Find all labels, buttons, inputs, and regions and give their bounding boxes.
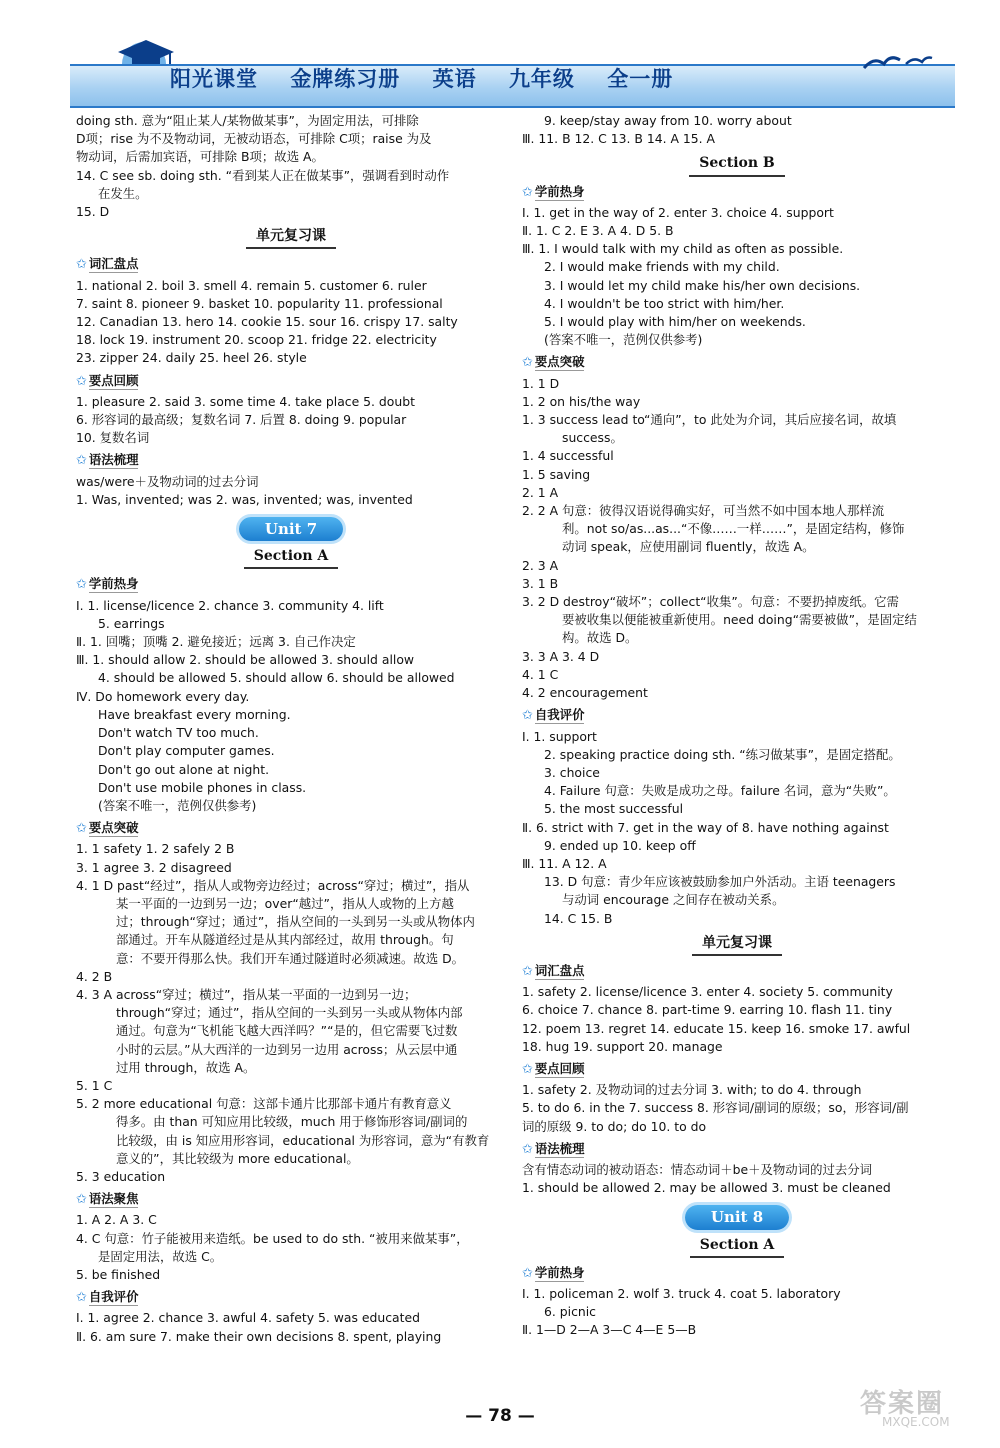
answer-line: 4. 1 C bbox=[522, 666, 559, 682]
subsection-title-text: 语法梳理 bbox=[88, 452, 139, 468]
section-heading-text: 单元复习课 bbox=[246, 227, 336, 249]
answer-line: 过用 through，故选 A。 bbox=[116, 1059, 256, 1075]
answer-line: 2. speaking practice doing sth. “练习做某事”，是固定搭配。 bbox=[544, 746, 901, 762]
subsection-title-text: 要点突破 bbox=[88, 820, 139, 836]
subsection-title-text: 学前热身 bbox=[534, 1264, 585, 1280]
answer-line: Ⅱ. 1—D 2—A 3—C 4—E 5—B bbox=[522, 1322, 697, 1338]
section-heading bbox=[76, 227, 506, 249]
answer-line: 1. A 2. A 3. C bbox=[76, 1212, 157, 1228]
watermark-logo bbox=[860, 1389, 990, 1443]
answer-line: 小时的云层。”从大西洋的一边到另一边用 across；从云层中通 bbox=[116, 1041, 458, 1057]
answer-line: 10. 复数名词 bbox=[76, 430, 150, 446]
star-icon: ✩ bbox=[76, 577, 87, 593]
answer-line: 在发生。 bbox=[98, 185, 148, 201]
answer-line: 4. 2 encouragement bbox=[522, 685, 648, 701]
answer-line: 与动词 encourage 之间存在被动关系。 bbox=[562, 892, 785, 908]
answer-line: 动词 speak，应使用副词 fluently，故选 A。 bbox=[562, 539, 815, 555]
answer-line: 部通过。开车从隧道经过是从其内部经过，故用 through。句 bbox=[116, 932, 454, 948]
star-icon: ✩ bbox=[76, 373, 87, 389]
subsection-title bbox=[76, 451, 506, 470]
section-heading-text: Section B bbox=[689, 154, 785, 176]
star-icon: ✩ bbox=[522, 1141, 533, 1157]
answer-line: 1. 3 success lead to“通向”，to 此处为介词，其后应接名词，故填 bbox=[522, 412, 897, 428]
grade: 九年级 bbox=[508, 66, 575, 91]
answer-line: 得多。由 than 可知应用比较级，much 用于修饰形容词/副词的 bbox=[116, 1114, 468, 1130]
answer-line: 6. 形容词的最高级；复数名词 7. 后置 8. doing 9. popular bbox=[76, 412, 407, 428]
subsection-title-text: 要点回顾 bbox=[534, 1060, 585, 1076]
subsection-title-text: 语法聚焦 bbox=[88, 1191, 139, 1207]
star-icon: ✩ bbox=[76, 257, 87, 273]
answer-line: 1. pleasure 2. said 3. some time 4. take place 5. doubt bbox=[76, 393, 415, 409]
answer-line: 5. earrings bbox=[98, 615, 165, 631]
book-name: 金牌练习册 bbox=[290, 66, 401, 91]
answer-line: 2. I would make friends with my child. bbox=[544, 259, 780, 275]
answer-line: Ⅰ. 1. get in the way of 2. enter 3. choice 4. support bbox=[522, 204, 834, 220]
subsection-title bbox=[522, 353, 952, 372]
answer-line: 9. ended up 10. keep off bbox=[544, 837, 696, 853]
answer-line: Ⅱ. 1. C 2. E 3. A 4. D 5. B bbox=[522, 223, 674, 239]
answer-line: 4. Failure 句意：失败是成功之母。failure 名词，意为“失败”。 bbox=[544, 783, 896, 799]
answer-line: 4. 2 B bbox=[76, 968, 113, 984]
answer-line: Ⅳ. Do homework every day. bbox=[76, 688, 250, 704]
answer-line: 12. poem 13. regret 14. educate 15. keep 16. smoke 17. awful bbox=[522, 1020, 911, 1036]
answer-line: 14. C see sb. doing sth. “看到某人正在做某事”，强调看到时动作 bbox=[76, 167, 450, 183]
subsection-title bbox=[522, 183, 952, 202]
answer-line: 1. Was, invented; was 2. was, invented; was, invented bbox=[76, 491, 413, 507]
answer-line: Ⅰ. 1. policeman 2. wolf 3. truck 4. coat 5. laboratory bbox=[522, 1285, 841, 1301]
answer-line: Ⅲ. 1. I would talk with my child as often as possible. bbox=[522, 241, 844, 257]
answer-line: 1. safety 2. license/licence 3. enter 4. society 5. community bbox=[522, 984, 893, 1000]
subsection-title bbox=[76, 255, 506, 274]
answer-line: 13. D 句意：青少年应该被鼓励参加户外活动。主语 teenagers bbox=[544, 874, 896, 890]
answer-line: success。 bbox=[562, 430, 623, 446]
answer-line: 3. 1 agree 3. 2 disagreed bbox=[76, 859, 232, 875]
series-name: 阳光课堂 bbox=[170, 66, 258, 91]
answer-line: (答案不唯一，范例仅供参考) bbox=[544, 332, 703, 348]
answer-line: 某一平面的一边到另一边；over“越过”，指从人或物的上方越 bbox=[116, 895, 454, 911]
subsection-title-text: 语法梳理 bbox=[534, 1140, 585, 1156]
star-icon: ✩ bbox=[522, 963, 533, 979]
answer-line: Don't go out alone at night. bbox=[98, 761, 270, 777]
answer-line: 5. to do 6. in the 7. success 8. 形容词/副词的原级；so，形容词/副 bbox=[522, 1100, 909, 1116]
answer-line: 1. national 2. boil 3. smell 4. remain 5. customer 6. ruler bbox=[76, 277, 427, 293]
answer-line: 意：不要开得那么快。我们开车通过隧道时必须减速。故选 D。 bbox=[116, 950, 465, 966]
star-icon: ✩ bbox=[522, 1265, 533, 1281]
answer-line: 3. I would let my child make his/her own decisions. bbox=[544, 277, 861, 293]
answer-line: Ⅲ. 11. A 12. A bbox=[522, 855, 607, 871]
section-heading bbox=[522, 154, 952, 176]
answer-line: 18. hug 19. support 20. manage bbox=[522, 1038, 723, 1054]
answer-line: 物动词，后需加宾语，可排除 B项；故选 A。 bbox=[76, 149, 324, 165]
answer-line: through“穿过；通过”，指从空间的一头到另一头或从物体内部 bbox=[116, 1005, 463, 1021]
answer-line: 6. choice 7. chance 8. part-time 9. earring 10. flash 11. tiny bbox=[522, 1002, 893, 1018]
answer-line: 5. I would play with him/her on weekends. bbox=[544, 314, 806, 330]
header-banner bbox=[70, 64, 955, 108]
answer-line: 构。故选 D。 bbox=[562, 630, 638, 646]
star-icon: ✩ bbox=[522, 708, 533, 724]
answer-line: Don't play computer games. bbox=[98, 743, 275, 759]
answer-line: Ⅰ. 1. agree 2. chance 3. awful 4. safety 5. was educated bbox=[76, 1310, 420, 1326]
answer-line: 1. 1 safety 1. 2 safely 2 B bbox=[76, 841, 235, 857]
page-header bbox=[70, 20, 960, 110]
answer-line: 4. C 句意：竹子能被用来造纸。be used to do sth. “被用来做某事”， bbox=[76, 1230, 469, 1246]
left-column bbox=[76, 112, 506, 1346]
star-icon: ✩ bbox=[76, 821, 87, 837]
subject: 英语 bbox=[432, 66, 477, 91]
star-icon: ✩ bbox=[522, 184, 533, 200]
answer-line: 利。not so/as...as...“不像……一样……”，是固定结构，修饰 bbox=[562, 521, 905, 537]
subsection-title-text: 词汇盘点 bbox=[88, 256, 139, 272]
answer-line: 7. saint 8. pioneer 9. basket 10. popularity 11. professional bbox=[76, 295, 443, 311]
answer-line: 4. 1 D past“经过”，指从人或物旁边经过；across“穿过；横过”，指从 bbox=[76, 877, 470, 893]
page-number: — 78 — bbox=[465, 1406, 535, 1426]
answer-line: 4. should be allowed 5. should allow 6. should be allowed bbox=[98, 670, 455, 686]
answer-line: 1. 1 D bbox=[522, 375, 560, 391]
subsection-title-text: 自我评价 bbox=[88, 1289, 139, 1305]
answer-line: 3. 3 A 3. 4 D bbox=[522, 648, 600, 664]
section-heading bbox=[522, 1236, 952, 1258]
subsection-title bbox=[522, 706, 952, 725]
answer-line: 含有情态动词的被动语态：情态动词＋be＋及物动词的过去分词 bbox=[522, 1161, 873, 1177]
answer-line: 要被收集以便能被重新使用。need doing“需要被做”，是固定结 bbox=[562, 612, 917, 628]
subsection-title-text: 要点突破 bbox=[534, 354, 585, 370]
answer-line: 12. Canadian 13. hero 14. cookie 15. sour 16. crispy 17. salty bbox=[76, 314, 458, 330]
unit-badge bbox=[76, 517, 506, 541]
answer-line: 3. 2 D destroy“破坏”；collect“收集”。句意：不要扔掉废纸。它需 bbox=[522, 594, 899, 610]
answer-line: 通过。句意为“飞机能飞越大西洋吗？”“是的，但它需要飞过数 bbox=[116, 1023, 458, 1039]
unit-label: Unit 8 bbox=[685, 1205, 789, 1229]
answer-line: 5. 1 C bbox=[76, 1077, 113, 1093]
answer-line: Ⅲ. 11. B 12. C 13. B 14. A 15. A bbox=[522, 131, 715, 147]
subsection-title-text: 学前热身 bbox=[88, 576, 139, 592]
unit-badge bbox=[522, 1205, 952, 1229]
subsection-title bbox=[522, 1060, 952, 1079]
answer-line: 比较级，由 is 知应用形容词，educational 为形容词，意为“有教育 bbox=[116, 1132, 490, 1148]
answer-line: Ⅰ. 1. license/licence 2. chance 3. community 4. lift bbox=[76, 597, 384, 613]
answer-line: 2. 3 A bbox=[522, 557, 559, 573]
subsection-title bbox=[522, 962, 952, 981]
answer-line: Ⅰ. 1. support bbox=[522, 728, 597, 744]
answer-line: Ⅲ. 1. should allow 2. should be allowed 3. should allow bbox=[76, 652, 415, 668]
subsection-title bbox=[76, 819, 506, 838]
answer-line: Don't watch TV too much. bbox=[98, 725, 259, 741]
subsection-title-text: 学前热身 bbox=[534, 183, 585, 199]
subsection-title-text: 自我评价 bbox=[534, 707, 585, 723]
section-heading bbox=[76, 547, 506, 569]
subsection-title-text: 词汇盘点 bbox=[534, 962, 585, 978]
answer-line: 4. 3 A across“穿过；横过”，指从某一平面的一边到另一边； bbox=[76, 986, 417, 1002]
answer-line: 1. 5 saving bbox=[522, 466, 591, 482]
star-icon: ✩ bbox=[522, 355, 533, 371]
answer-line: 1. 2 on his/the way bbox=[522, 393, 641, 409]
answer-line: Have breakfast every morning. bbox=[98, 706, 291, 722]
subsection-title bbox=[522, 1264, 952, 1283]
watermark-text: 答案圈 bbox=[860, 1389, 945, 1419]
header-title bbox=[170, 66, 697, 91]
answer-line: 5. the most successful bbox=[544, 801, 684, 817]
answer-line: 2. 1 A bbox=[522, 484, 559, 500]
section-heading-text: Section A bbox=[244, 547, 339, 569]
answer-line: Ⅱ. 6. am sure 7. make their own decisions 8. spent, playing bbox=[76, 1328, 442, 1344]
answer-line: 是固定用法，故选 C。 bbox=[98, 1248, 223, 1264]
subsection-title-text: 要点回顾 bbox=[88, 372, 139, 388]
star-icon: ✩ bbox=[522, 1061, 533, 1077]
subsection-title bbox=[76, 575, 506, 594]
answer-line: Ⅱ. 6. strict with 7. get in the way of 8. have nothing against bbox=[522, 819, 889, 835]
section-heading-text: 单元复习课 bbox=[692, 934, 782, 956]
answer-line: 14. C 15. B bbox=[544, 910, 613, 926]
right-column bbox=[522, 112, 952, 1340]
answer-line: 1. 4 successful bbox=[522, 448, 614, 464]
answer-line: 18. lock 19. instrument 20. scoop 21. fridge 22. electricity bbox=[76, 332, 437, 348]
answer-line: Ⅱ. 1. 回嘴；顶嘴 2. 避免接近；远离 3. 自己作决定 bbox=[76, 634, 356, 650]
answer-line: 23. zipper 24. daily 25. heel 26. style bbox=[76, 350, 307, 366]
answer-line: doing sth. 意为“阻止某人/某物做某事”，为固定用法，可排除 bbox=[76, 113, 419, 128]
subsection-title bbox=[76, 1288, 506, 1307]
answer-line: Don't use mobile phones in class. bbox=[98, 779, 307, 795]
answer-line: 2. 2 A 句意：彼得汉语说得确实好，可当然不如中国本地人那样流 bbox=[522, 503, 885, 519]
answer-line: 词的原级 9. to do; do 10. to do bbox=[522, 1118, 707, 1134]
answer-line: 3. choice bbox=[544, 764, 600, 780]
answer-line: 4. I wouldn't be too strict with him/her. bbox=[544, 295, 785, 311]
answer-line: 5. 3 education bbox=[76, 1168, 166, 1184]
star-icon: ✩ bbox=[76, 1290, 87, 1306]
answer-line: 3. 1 B bbox=[522, 575, 559, 591]
unit-label: Unit 7 bbox=[239, 517, 343, 541]
answer-line: 6. picnic bbox=[544, 1304, 596, 1320]
answer-line: 5. 2 more educational 句意：这部卡通片比那部卡通片有教育意义 bbox=[76, 1096, 452, 1112]
answer-line: 意义的”，其比较级为 more educational。 bbox=[116, 1150, 359, 1166]
answer-line: 5. be finished bbox=[76, 1266, 161, 1282]
watermark-url: MXQE.COM bbox=[882, 1415, 950, 1430]
star-icon: ✩ bbox=[76, 453, 87, 469]
answer-line: 1. should be allowed 2. may be allowed 3. must be cleaned bbox=[522, 1180, 891, 1196]
subsection-title bbox=[522, 1140, 952, 1159]
answer-line: 9. keep/stay away from 10. worry about bbox=[544, 113, 792, 128]
section-heading bbox=[522, 934, 952, 956]
volume: 全一册 bbox=[607, 66, 674, 91]
answer-line: 1. safety 2. 及物动词的过去分词 3. with; to do 4. through bbox=[522, 1082, 862, 1098]
answer-line: 15. D bbox=[76, 204, 110, 220]
answer-line: was/were＋及物动词的过去分词 bbox=[76, 473, 259, 489]
subsection-title bbox=[76, 1190, 506, 1209]
answer-line: (答案不唯一，范例仅供参考) bbox=[98, 797, 257, 813]
section-heading-text: Section A bbox=[690, 1236, 785, 1258]
answer-line: 过；through“穿过；通过”，指从空间的一头到另一头或从物体内 bbox=[116, 914, 475, 930]
star-icon: ✩ bbox=[76, 1192, 87, 1208]
subsection-title bbox=[76, 372, 506, 391]
answer-line: D项；rise 为不及物动词，无被动语态，可排除 C项；raise 为及 bbox=[76, 131, 432, 147]
birds-icon bbox=[860, 50, 940, 74]
